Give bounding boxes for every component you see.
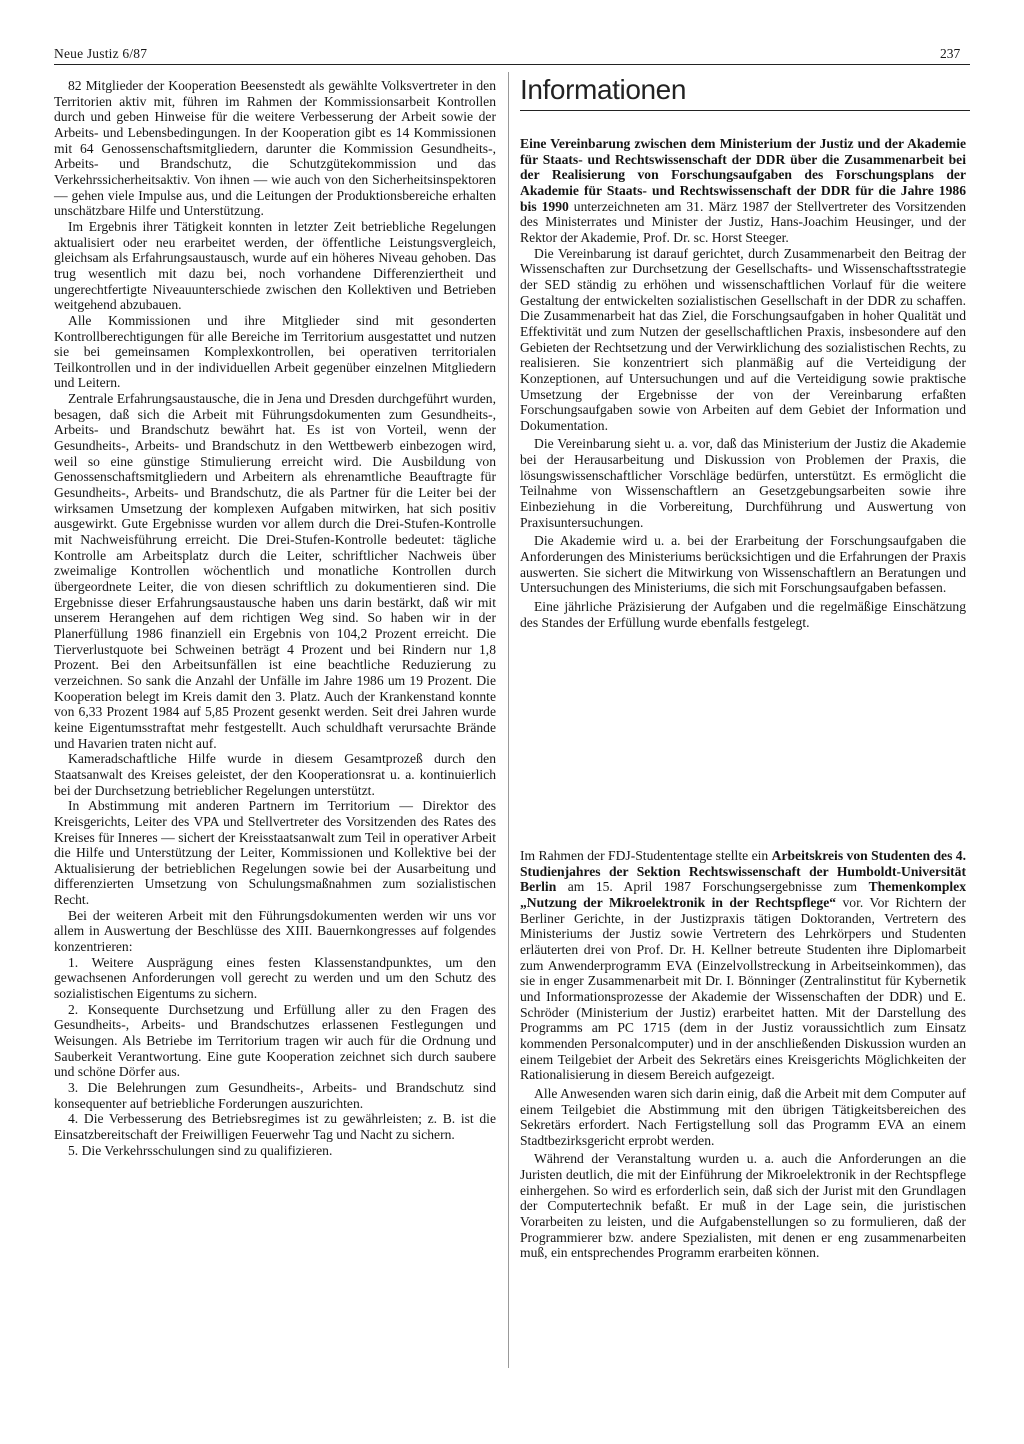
article-lead-bold: Arbeitskreis von Studenten des 4. Studienjahres der Sektion Rechtswissenschaft der Humboldt-Universität Berlin bbox=[520, 848, 966, 895]
left-paragraph: Zentrale Erfahrungsaustausche, die in Jena und Dresden durchgeführt wurden, besagen, daß sich die Arbeit mit Führungsdokumenten zum Gesundheits-, Arbeits- und Brandschutz bewährt hat. Es ist von Vorteil, wenn der Gesundheits-, Arbeits- und Brandschutz in den Wettbewerb einbezogen wird, weil so eine günstige Stimulierung erreicht wird. Die Ausbildung von Genossenschaftsmitgliedern und Arbeitern als ehrenamtliche Beauftragte für Gesundheits-, Arbeits- und Brandschutz, die als Partner für die Leiter bei der wirksamen Umsetzung der komplexen Aufgaben mitwirken, hat sich positiv ausgewirkt. Gute Ergebnisse wurden vor allem durch die Drei-Stufen-Kontrolle mit Nachweisführung erreicht. Die Drei-Stufen-Kontrolle bedeutet: tägliche Kontrolle am Arbeitsplatz durch die Leiter, schriftlicher Nachweis über zweimalige Kontrollen wöchentlich und monatliche Kontrollen durch übergeordnete Leiter, die von diesen schriftlich zu dokumentieren sind. Die Ergebnisse dieser Erfahrungsaustausche haben uns darin bestärkt, daß wir mit unserem Herangehen auf dem richtigen Weg sind. So haben wir in der Planerfüllung 1986 finanziell ein Ergebnis von 104,2 Prozent erreicht. Die Tierverlustquote bei Schweinen beträgt 4 Prozent und bei Rindern nur 1,8 Prozent. Bei den Arbeitsunfällen ist eine beachtliche Reduzierung zu verzeichnen. So sank die Anzahl der Unfälle im Jahre 1986 um 19 Prozent. Die Kooperation belegt im Kreis damit den 3. Platz. Auch der Krankenstand konnte von 6,33 Prozent 1984 auf 5,85 Prozent gesenkt werden. Seit drei Jahren wurde keine Eigentumsstraftat mehr festgestellt. Auch schuldhaft verursachte Brände und Havarien traten nicht auf. bbox=[54, 391, 496, 751]
section-title: Informationen bbox=[520, 74, 687, 105]
article-agreement bbox=[520, 136, 966, 630]
article-student-days bbox=[520, 848, 966, 1261]
article-lead-bold: Themenkomplex „Nutzung der Mikroelektronik in der Rechtspflege“ bbox=[520, 879, 966, 910]
article-paragraph: Die Vereinbarung ist darauf gerichtet, durch Zusammenarbeit den Beitrag der Wissenschaften zur Durchsetzung der Gesellschafts- und Wissenschaftsstrategie der SED ständig zu erhöhen und wissenschaftlichen Vorlauf für die weitere Gestaltung der entwickelten sozialistischen Gesellschaft in der DDR zu schaffen. Die Zusammenarbeit hat das Ziel, die Forschungsaufgaben in hoher Qualität und Effektivität und zum Nutzen der gesellschaftlichen Praxis, insbesondere auf den Gebieten der Rechtsetzung und der Verwirklichung des sozialistischen Rechts, zu realisieren. Sie konzentriert sich planmäßig auf die Verteidigung der Konzeptionen, auf Untersuchungen und auf die Verteidigung sowie praktische Umsetzung der Ergebnisse der von der Vereinbarung erfaßten Forschungsaufgaben sowie von Arbeiten auf dem Gebiet der Information und Dokumentation. bbox=[520, 245, 966, 433]
list-item: 5. Die Verkehrsschulungen sind zu qualifizieren. bbox=[68, 1142, 333, 1158]
section-title-rule bbox=[520, 110, 970, 111]
list-item: 4. Die Verbesserung des Betriebsregimes ist zu gewährleisten; z. B. ist die Einsatzbereitschaft der Freiwilligen Feuerwehr Tag und Nacht zu sichern. bbox=[54, 1111, 496, 1142]
article-lead-text: Im Rahmen der FDJ-Studententage stellte ein bbox=[520, 848, 772, 863]
header-rule bbox=[54, 64, 970, 65]
left-paragraph: Bei der weiteren Arbeit mit den Führungsdokumenten werden wir uns vor allem in Auswertung der Beschlüsse des XIII. Bauernkongresses auf folgendes konzentrieren: bbox=[54, 907, 496, 955]
list-item: 1. Weitere Ausprägung eines festen Klassenstandpunktes, um den gewachsenen Anforderungen voll gerecht zu werden und um den Schutz des sozialistischen Eigentums zu sichern. bbox=[54, 954, 496, 1002]
list-item: 2. Konsequente Durchsetzung und Erfüllung aller zu den Fragen des Gesundheits-, Arbeits- und Brandschutzes erlassenen Festlegungen und Weisungen. Als Betriebe im Territorium tragen wir auch für die Ordnung und Sauberkeit Verantwortung. Eine gute Kooperation zeichnet sich durch saubere und schöne Dörfer aus. bbox=[54, 1001, 496, 1080]
left-paragraph: In Abstimmung mit anderen Partnern im Territorium — Direktor des Kreisgerichts, Leiter des VPA und Stellvertreter des Vorsitzenden des Rates des Kreises für Inneres — sichert der Kreisstaatsanwalt zum Teil in operativer Arbeit die Hilfe und Unterstützung der Leiter, Kommissionen und Kollektive bei der Aktualisierung der betrieblichen Regelungen sowie bei der Ausarbeitung und differenzierten Umsetzung von Schulungsmaßnahmen zum sozialistischen Recht. bbox=[54, 798, 496, 908]
article-paragraph: Eine jährliche Präzisierung der Aufgaben und die regelmäßige Einschätzung des Standes der Erfüllung wurde ebenfalls festgelegt. bbox=[520, 599, 966, 630]
page-number: 237 bbox=[940, 46, 961, 61]
left-paragraph: Alle Kommissionen und ihre Mitglieder sind mit gesonderten Kontrollberechtigungen für alle Bereiche im Territorium ausgestattet und nutzen sie bei gemeinsamen Komplexkontrollen, bei operativen territorialen Teilkontrollen und in der individuellen Arbeit gegenüber einzelnen Mitgliedern und Leitern. bbox=[54, 312, 496, 391]
article-paragraph: Die Akademie wird u. a. bei der Erarbeitung der Forschungsaufgaben die Anforderungen des Ministeriums berücksichtigen und die Erfahrungen der Praxis auswerten. Sie sichert die Mitwirkung von Wissenschaftlern an Beratungen und Untersuchungen des Ministeriums, die sich mit Forschungsaufgaben befassen. bbox=[520, 533, 966, 596]
left-column bbox=[54, 78, 496, 1158]
article-lead-text: am 15. April 1987 Forschungsergebnisse zum bbox=[556, 879, 869, 895]
column-divider bbox=[508, 72, 509, 1368]
article-lead-text: unterzeichneten am 31. März 1987 der Stellvertreter des Vorsitzenden des Ministerrates und Minister der Justiz, Hans-Joachim Heusinger, und der Rektor der Akademie, Prof. Dr. sc. Horst Steeger. bbox=[520, 198, 966, 245]
article-paragraph: Während der Veranstaltung wurden u. a. auch die Anforderungen an die Juristen deutlich, die mit der Einführung der Mikroelektronik in der Rechtspflege einhergehen. So wird es erforderlich sein, daß sich der Jurist mit den Grundlagen der Computertechnik befaßt. Er muß in der Lage sein, die juristischen Vorarbeiten zu leisten, und die Aufgabenstellungen so zu formulieren, daß der Programmierer bzw. andere Spezialisten, mit denen er eng zusammenarbeiten muß, ein entsprechendes Programm erarbeiten können. bbox=[520, 1151, 966, 1261]
section-header bbox=[520, 74, 970, 106]
article-paragraph: Alle Anwesenden waren sich darin einig, daß die Arbeit mit dem Computer auf einem Teilgebiet die Abstimmung mit den übrigen Tätigkeitsbereichen des Sekretärs erfordert. Nach Fertigstellung soll das Programm EVA an einem Stadtbezirksgericht erprobt werden. bbox=[520, 1085, 966, 1148]
article-paragraph: Die Vereinbarung sieht u. a. vor, daß das Ministerium der Justiz die Akademie bei der Herausarbeitung und Diskussion von Problemen der Praxis, die lösungswissenschaftlicher Vorschläge bedürfen, unterstützt. Es ermöglicht die Teilnahme von Wissenschaftlern an Gesetzgebungsarbeiten sowie ihre Einbeziehung in die Vorbereitung, Durchführung und Auswertung von Praxisuntersuchungen. bbox=[520, 436, 966, 530]
left-paragraph: 82 Mitglieder der Kooperation Beesenstedt als gewählte Volksvertreter in den Territorien aktiv mit, führen im Rahmen der Kommissionsarbeit Kontrollen durch und geben Hinweise für die weitere Verbesserung der Arbeit sowie der Arbeits- und Lebensbedingungen. In der Kooperation gibt es 14 Kommissionen mit 64 Genossenschaftsmitgliedern, darunter die Kommission Gesundheits-, Arbeits- und Brandschutz, die Schutzgütekommission und das Verkehrssicherheitsaktiv. Von ihnen — wie auch von den Sicherheitsinspektoren — gehen viele Impulse aus, und die Leitungen der Produktionsbereiche erhalten unschätzbare Hilfe und Unterstützung. bbox=[54, 78, 496, 219]
article-lead bbox=[520, 848, 966, 1083]
left-paragraph: Kameradschaftliche Hilfe wurde in diesem Gesamtprozeß durch den Staatsanwalt des Kreises geleistet, der den Kooperationsrat u. a. kontinuierlich bei der Durchsetzung betrieblicher Regelungen unterstützt. bbox=[54, 751, 496, 798]
article-lead-bold: Eine Vereinbarung zwischen dem Ministerium der Justiz und der Akademie für Staats- und Rechtswissenschaft der DDR über die Zusammenarbeit bei der Realisierung von Forschungsaufgaben des Forschungsplans der Akademie für Staats- und Rechtswissenschaft der DDR für die Jahre 1986 bis 1990 bbox=[520, 136, 966, 214]
left-paragraph: Im Ergebnis ihrer Tätigkeit konnten in letzter Zeit betriebliche Regelungen aktualisiert oder neu erarbeitet werden, der öffentliche Leistungsvergleich, gleichsam als Erfahrungsaustausch, wurde auf ein höheres Niveau gehoben. Das trug wesentlich mit dazu bei, noch vorhandene Differenziertheit und ungerechtfertigte Niveauunterschiede zwischen den Kollektiven und Betrieben weitgehend abzubauen. bbox=[54, 218, 496, 313]
list-item: 3. Die Belehrungen zum Gesundheits-, Arbeits- und Brandschutz sind konsequenter auf betriebliche Forderungen auszurichten. bbox=[54, 1080, 496, 1111]
running-header-journal: Neue Justiz 6/87 bbox=[54, 46, 148, 61]
article-lead bbox=[520, 136, 966, 246]
article-lead-text: vor. Vor Richtern der Berliner Gerichte, in der Justizpraxis tätigen Doktoranden, Vertretern des Ministeriums der Justiz sowie Vertretern des Lehrkörpers und Studenten erläuterten drei von Prof. Dr. H. Kellner betreute Studenten ihre Diplomarbeit zum Anwenderprogramm EVA (Einzelvollstreckung in Arbeitseinkommen), das sie in enger Zusammenarbeit mit Dr. I. Bönninger (Zentralinstitut für Kybernetik und Informationsprozesse der Akademie der Wissenschaften der DDR) und E. Schröder (Ministerium der Justiz) erarbeitet hatten. Mit der Darstellung des Programms am PC 1715 (dem in der Justiz voraussichtlich zum Einsatz kommenden Personalcomputer) und in der anschließenden Diskussion wurden an einem Teilgebiet der Arbeit des Sekretärs eines Kreisgerichts Möglichkeiten der Rationalisierung in diesem Bereich aufgezeigt. bbox=[520, 894, 966, 1083]
